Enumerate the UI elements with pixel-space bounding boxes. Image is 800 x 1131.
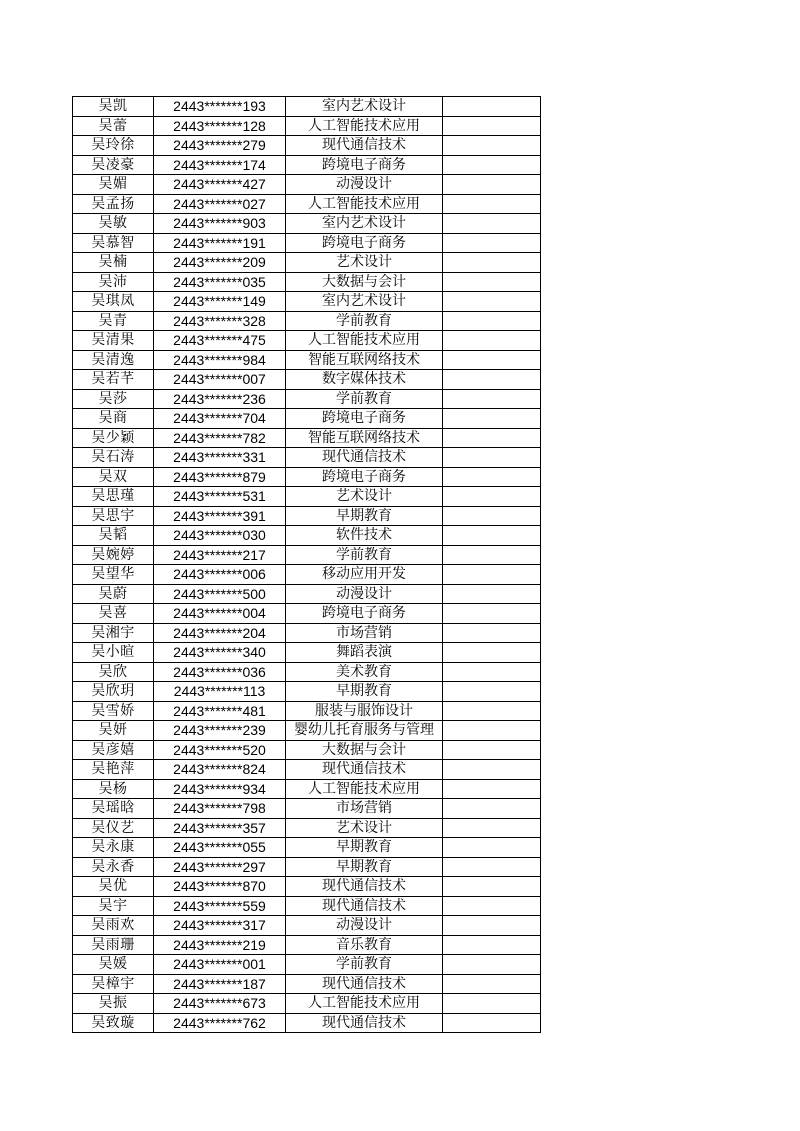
table-row <box>73 818 541 838</box>
student-id-cell: 2443*******036 <box>154 662 286 682</box>
major-cell: 现代通信技术 <box>286 448 443 468</box>
note-cell <box>443 662 541 682</box>
table-row <box>73 331 541 351</box>
table-row <box>73 721 541 741</box>
student-name-cell: 吴蔚 <box>73 584 154 604</box>
student-id-cell: 2443*******006 <box>154 565 286 585</box>
student-id-cell: 2443*******027 <box>154 194 286 214</box>
note-cell <box>443 331 541 351</box>
student-name-cell: 吴瑶晗 <box>73 799 154 819</box>
student-id-cell: 2443*******004 <box>154 604 286 624</box>
major-cell: 美术教育 <box>286 662 443 682</box>
major-cell: 跨境电子商务 <box>286 155 443 175</box>
note-cell <box>443 857 541 877</box>
table-row <box>73 779 541 799</box>
student-id-cell: 2443*******520 <box>154 740 286 760</box>
student-id-cell: 2443*******824 <box>154 760 286 780</box>
table-row <box>73 760 541 780</box>
student-name-cell: 吴凌豪 <box>73 155 154 175</box>
student-name-cell: 吴双 <box>73 467 154 487</box>
student-roster-table <box>72 96 541 1033</box>
note-cell <box>443 233 541 253</box>
note-cell <box>443 896 541 916</box>
major-cell: 跨境电子商务 <box>286 467 443 487</box>
student-id-cell: 2443*******030 <box>154 526 286 546</box>
major-cell: 早期教育 <box>286 857 443 877</box>
student-id-cell: 2443*******236 <box>154 389 286 409</box>
student-id-cell: 2443*******191 <box>154 233 286 253</box>
student-name-cell: 吴湘宇 <box>73 623 154 643</box>
major-cell: 智能互联网络技术 <box>286 350 443 370</box>
table-row <box>73 370 541 390</box>
table-row <box>73 545 541 565</box>
major-cell: 动漫设计 <box>286 175 443 195</box>
table-row <box>73 740 541 760</box>
major-cell: 现代通信技术 <box>286 877 443 897</box>
student-id-cell: 2443*******903 <box>154 214 286 234</box>
student-id-cell: 2443*******357 <box>154 818 286 838</box>
student-id-cell: 2443*******798 <box>154 799 286 819</box>
note-cell <box>443 409 541 429</box>
student-id-cell: 2443*******317 <box>154 916 286 936</box>
student-name-cell: 吴永香 <box>73 857 154 877</box>
note-cell <box>443 272 541 292</box>
student-name-cell: 吴杨 <box>73 779 154 799</box>
note-cell <box>443 116 541 136</box>
note-cell <box>443 175 541 195</box>
major-cell: 早期教育 <box>286 506 443 526</box>
student-name-cell: 吴蕾 <box>73 116 154 136</box>
major-cell: 动漫设计 <box>286 584 443 604</box>
table-row <box>73 643 541 663</box>
note-cell <box>443 955 541 975</box>
student-id-cell: 2443*******762 <box>154 1013 286 1033</box>
table-row <box>73 214 541 234</box>
note-cell <box>443 623 541 643</box>
table-row <box>73 155 541 175</box>
note-cell <box>443 916 541 936</box>
major-cell: 室内艺术设计 <box>286 214 443 234</box>
student-id-cell: 2443*******782 <box>154 428 286 448</box>
student-id-cell: 2443*******704 <box>154 409 286 429</box>
student-name-cell: 吴致璇 <box>73 1013 154 1033</box>
major-cell: 软件技术 <box>286 526 443 546</box>
table-row <box>73 448 541 468</box>
student-name-cell: 吴雨欢 <box>73 916 154 936</box>
student-id-cell: 2443*******391 <box>154 506 286 526</box>
major-cell: 舞蹈表演 <box>286 643 443 663</box>
student-name-cell: 吴彦嬉 <box>73 740 154 760</box>
table-row <box>73 799 541 819</box>
note-cell <box>443 428 541 448</box>
note-cell <box>443 994 541 1014</box>
table-row <box>73 916 541 936</box>
student-name-cell: 吴喜 <box>73 604 154 624</box>
major-cell: 艺术设计 <box>286 253 443 273</box>
table-row <box>73 584 541 604</box>
note-cell <box>443 799 541 819</box>
student-name-cell: 吴清逸 <box>73 350 154 370</box>
note-cell <box>443 779 541 799</box>
student-name-cell: 吴清果 <box>73 331 154 351</box>
student-id-cell: 2443*******217 <box>154 545 286 565</box>
note-cell <box>443 487 541 507</box>
note-cell <box>443 565 541 585</box>
note-cell <box>443 194 541 214</box>
note-cell <box>443 838 541 858</box>
major-cell: 动漫设计 <box>286 916 443 936</box>
note-cell <box>443 136 541 156</box>
major-cell: 移动应用开发 <box>286 565 443 585</box>
student-id-cell: 2443*******187 <box>154 974 286 994</box>
student-id-cell: 2443*******219 <box>154 935 286 955</box>
student-name-cell: 吴思宇 <box>73 506 154 526</box>
table-row <box>73 136 541 156</box>
student-id-cell: 2443*******500 <box>154 584 286 604</box>
student-id-cell: 2443*******209 <box>154 253 286 273</box>
student-name-cell: 吴莎 <box>73 389 154 409</box>
student-name-cell: 吴媚 <box>73 175 154 195</box>
note-cell <box>443 701 541 721</box>
student-name-cell: 吴优 <box>73 877 154 897</box>
student-id-cell: 2443*******531 <box>154 487 286 507</box>
major-cell: 大数据与会计 <box>286 272 443 292</box>
table-row <box>73 292 541 312</box>
student-id-cell: 2443*******239 <box>154 721 286 741</box>
major-cell: 现代通信技术 <box>286 974 443 994</box>
roster-body <box>73 97 541 1033</box>
student-name-cell: 吴慕智 <box>73 233 154 253</box>
note-cell <box>443 506 541 526</box>
table-row <box>73 604 541 624</box>
student-id-cell: 2443*******035 <box>154 272 286 292</box>
major-cell: 跨境电子商务 <box>286 604 443 624</box>
major-cell: 人工智能技术应用 <box>286 779 443 799</box>
table-row <box>73 350 541 370</box>
major-cell: 现代通信技术 <box>286 1013 443 1033</box>
student-id-cell: 2443*******870 <box>154 877 286 897</box>
student-name-cell: 吴欣 <box>73 662 154 682</box>
student-name-cell: 吴青 <box>73 311 154 331</box>
major-cell: 跨境电子商务 <box>286 233 443 253</box>
major-cell: 智能互联网络技术 <box>286 428 443 448</box>
major-cell: 现代通信技术 <box>286 760 443 780</box>
note-cell <box>443 448 541 468</box>
note-cell <box>443 584 541 604</box>
table-row <box>73 994 541 1014</box>
major-cell: 学前教育 <box>286 389 443 409</box>
note-cell <box>443 818 541 838</box>
table-row <box>73 97 541 117</box>
table-row <box>73 623 541 643</box>
major-cell: 人工智能技术应用 <box>286 331 443 351</box>
table-row <box>73 682 541 702</box>
major-cell: 人工智能技术应用 <box>286 194 443 214</box>
student-name-cell: 吴沛 <box>73 272 154 292</box>
major-cell: 室内艺术设计 <box>286 97 443 117</box>
note-cell <box>443 155 541 175</box>
note-cell <box>443 740 541 760</box>
major-cell: 人工智能技术应用 <box>286 116 443 136</box>
student-id-cell: 2443*******113 <box>154 682 286 702</box>
student-id-cell: 2443*******673 <box>154 994 286 1014</box>
major-cell: 早期教育 <box>286 682 443 702</box>
student-name-cell: 吴雨珊 <box>73 935 154 955</box>
note-cell <box>443 467 541 487</box>
table-row <box>73 896 541 916</box>
note-cell <box>443 311 541 331</box>
major-cell: 跨境电子商务 <box>286 409 443 429</box>
table-row <box>73 974 541 994</box>
table-row <box>73 428 541 448</box>
student-id-cell: 2443*******149 <box>154 292 286 312</box>
student-id-cell: 2443*******297 <box>154 857 286 877</box>
student-name-cell: 吴孟扬 <box>73 194 154 214</box>
student-name-cell: 吴琪凤 <box>73 292 154 312</box>
table-row <box>73 701 541 721</box>
major-cell: 服装与服饰设计 <box>286 701 443 721</box>
major-cell: 艺术设计 <box>286 487 443 507</box>
student-name-cell: 吴振 <box>73 994 154 1014</box>
student-name-cell: 吴少颖 <box>73 428 154 448</box>
note-cell <box>443 214 541 234</box>
table-row <box>73 838 541 858</box>
student-id-cell: 2443*******193 <box>154 97 286 117</box>
student-id-cell: 2443*******279 <box>154 136 286 156</box>
table-row <box>73 409 541 429</box>
major-cell: 学前教育 <box>286 545 443 565</box>
student-name-cell: 吴欣玥 <box>73 682 154 702</box>
student-id-cell: 2443*******174 <box>154 155 286 175</box>
major-cell: 学前教育 <box>286 311 443 331</box>
major-cell: 艺术设计 <box>286 818 443 838</box>
major-cell: 大数据与会计 <box>286 740 443 760</box>
student-id-cell: 2443*******984 <box>154 350 286 370</box>
table-row <box>73 877 541 897</box>
major-cell: 数字媒体技术 <box>286 370 443 390</box>
table-row <box>73 311 541 331</box>
student-name-cell: 吴永康 <box>73 838 154 858</box>
student-id-cell: 2443*******055 <box>154 838 286 858</box>
table-row <box>73 253 541 273</box>
student-name-cell: 吴商 <box>73 409 154 429</box>
table-row <box>73 389 541 409</box>
table-row <box>73 1013 541 1033</box>
student-name-cell: 吴玲徐 <box>73 136 154 156</box>
note-cell <box>443 721 541 741</box>
major-cell: 音乐教育 <box>286 935 443 955</box>
note-cell <box>443 97 541 117</box>
major-cell: 学前教育 <box>286 955 443 975</box>
table-row <box>73 175 541 195</box>
note-cell <box>443 389 541 409</box>
note-cell <box>443 877 541 897</box>
major-cell: 市场营销 <box>286 623 443 643</box>
note-cell <box>443 760 541 780</box>
student-name-cell: 吴婉婷 <box>73 545 154 565</box>
major-cell: 市场营销 <box>286 799 443 819</box>
student-id-cell: 2443*******331 <box>154 448 286 468</box>
table-row <box>73 467 541 487</box>
student-name-cell: 吴韬 <box>73 526 154 546</box>
student-id-cell: 2443*******475 <box>154 331 286 351</box>
student-id-cell: 2443*******879 <box>154 467 286 487</box>
table-row <box>73 565 541 585</box>
note-cell <box>443 1013 541 1033</box>
student-name-cell: 吴石涛 <box>73 448 154 468</box>
table-row <box>73 506 541 526</box>
student-id-cell: 2443*******559 <box>154 896 286 916</box>
student-name-cell: 吴凯 <box>73 97 154 117</box>
note-cell <box>443 350 541 370</box>
table-row <box>73 194 541 214</box>
note-cell <box>443 682 541 702</box>
student-id-cell: 2443*******001 <box>154 955 286 975</box>
student-name-cell: 吴若芊 <box>73 370 154 390</box>
table-row <box>73 526 541 546</box>
table-row <box>73 233 541 253</box>
student-name-cell: 吴媛 <box>73 955 154 975</box>
student-name-cell: 吴雪娇 <box>73 701 154 721</box>
note-cell <box>443 292 541 312</box>
major-cell: 现代通信技术 <box>286 896 443 916</box>
student-name-cell: 吴思瑾 <box>73 487 154 507</box>
note-cell <box>443 253 541 273</box>
note-cell <box>443 370 541 390</box>
major-cell: 人工智能技术应用 <box>286 994 443 1014</box>
note-cell <box>443 974 541 994</box>
student-name-cell: 吴艳萍 <box>73 760 154 780</box>
student-name-cell: 吴小暄 <box>73 643 154 663</box>
student-name-cell: 吴妍 <box>73 721 154 741</box>
table-row <box>73 935 541 955</box>
table-row <box>73 272 541 292</box>
table-row <box>73 116 541 136</box>
major-cell: 早期教育 <box>286 838 443 858</box>
student-name-cell: 吴宇 <box>73 896 154 916</box>
major-cell: 婴幼儿托育服务与管理 <box>286 721 443 741</box>
student-id-cell: 2443*******204 <box>154 623 286 643</box>
table-row <box>73 857 541 877</box>
note-cell <box>443 545 541 565</box>
note-cell <box>443 643 541 663</box>
table-row <box>73 662 541 682</box>
note-cell <box>443 526 541 546</box>
student-id-cell: 2443*******934 <box>154 779 286 799</box>
student-id-cell: 2443*******427 <box>154 175 286 195</box>
note-cell <box>443 935 541 955</box>
student-name-cell: 吴仪艺 <box>73 818 154 838</box>
table-row <box>73 487 541 507</box>
student-name-cell: 吴敏 <box>73 214 154 234</box>
student-id-cell: 2443*******328 <box>154 311 286 331</box>
major-cell: 室内艺术设计 <box>286 292 443 312</box>
note-cell <box>443 604 541 624</box>
student-name-cell: 吴樟宇 <box>73 974 154 994</box>
student-name-cell: 吴楠 <box>73 253 154 273</box>
student-id-cell: 2443*******007 <box>154 370 286 390</box>
student-id-cell: 2443*******340 <box>154 643 286 663</box>
table-row <box>73 955 541 975</box>
major-cell: 现代通信技术 <box>286 136 443 156</box>
student-name-cell: 吴望华 <box>73 565 154 585</box>
student-id-cell: 2443*******128 <box>154 116 286 136</box>
student-id-cell: 2443*******481 <box>154 701 286 721</box>
